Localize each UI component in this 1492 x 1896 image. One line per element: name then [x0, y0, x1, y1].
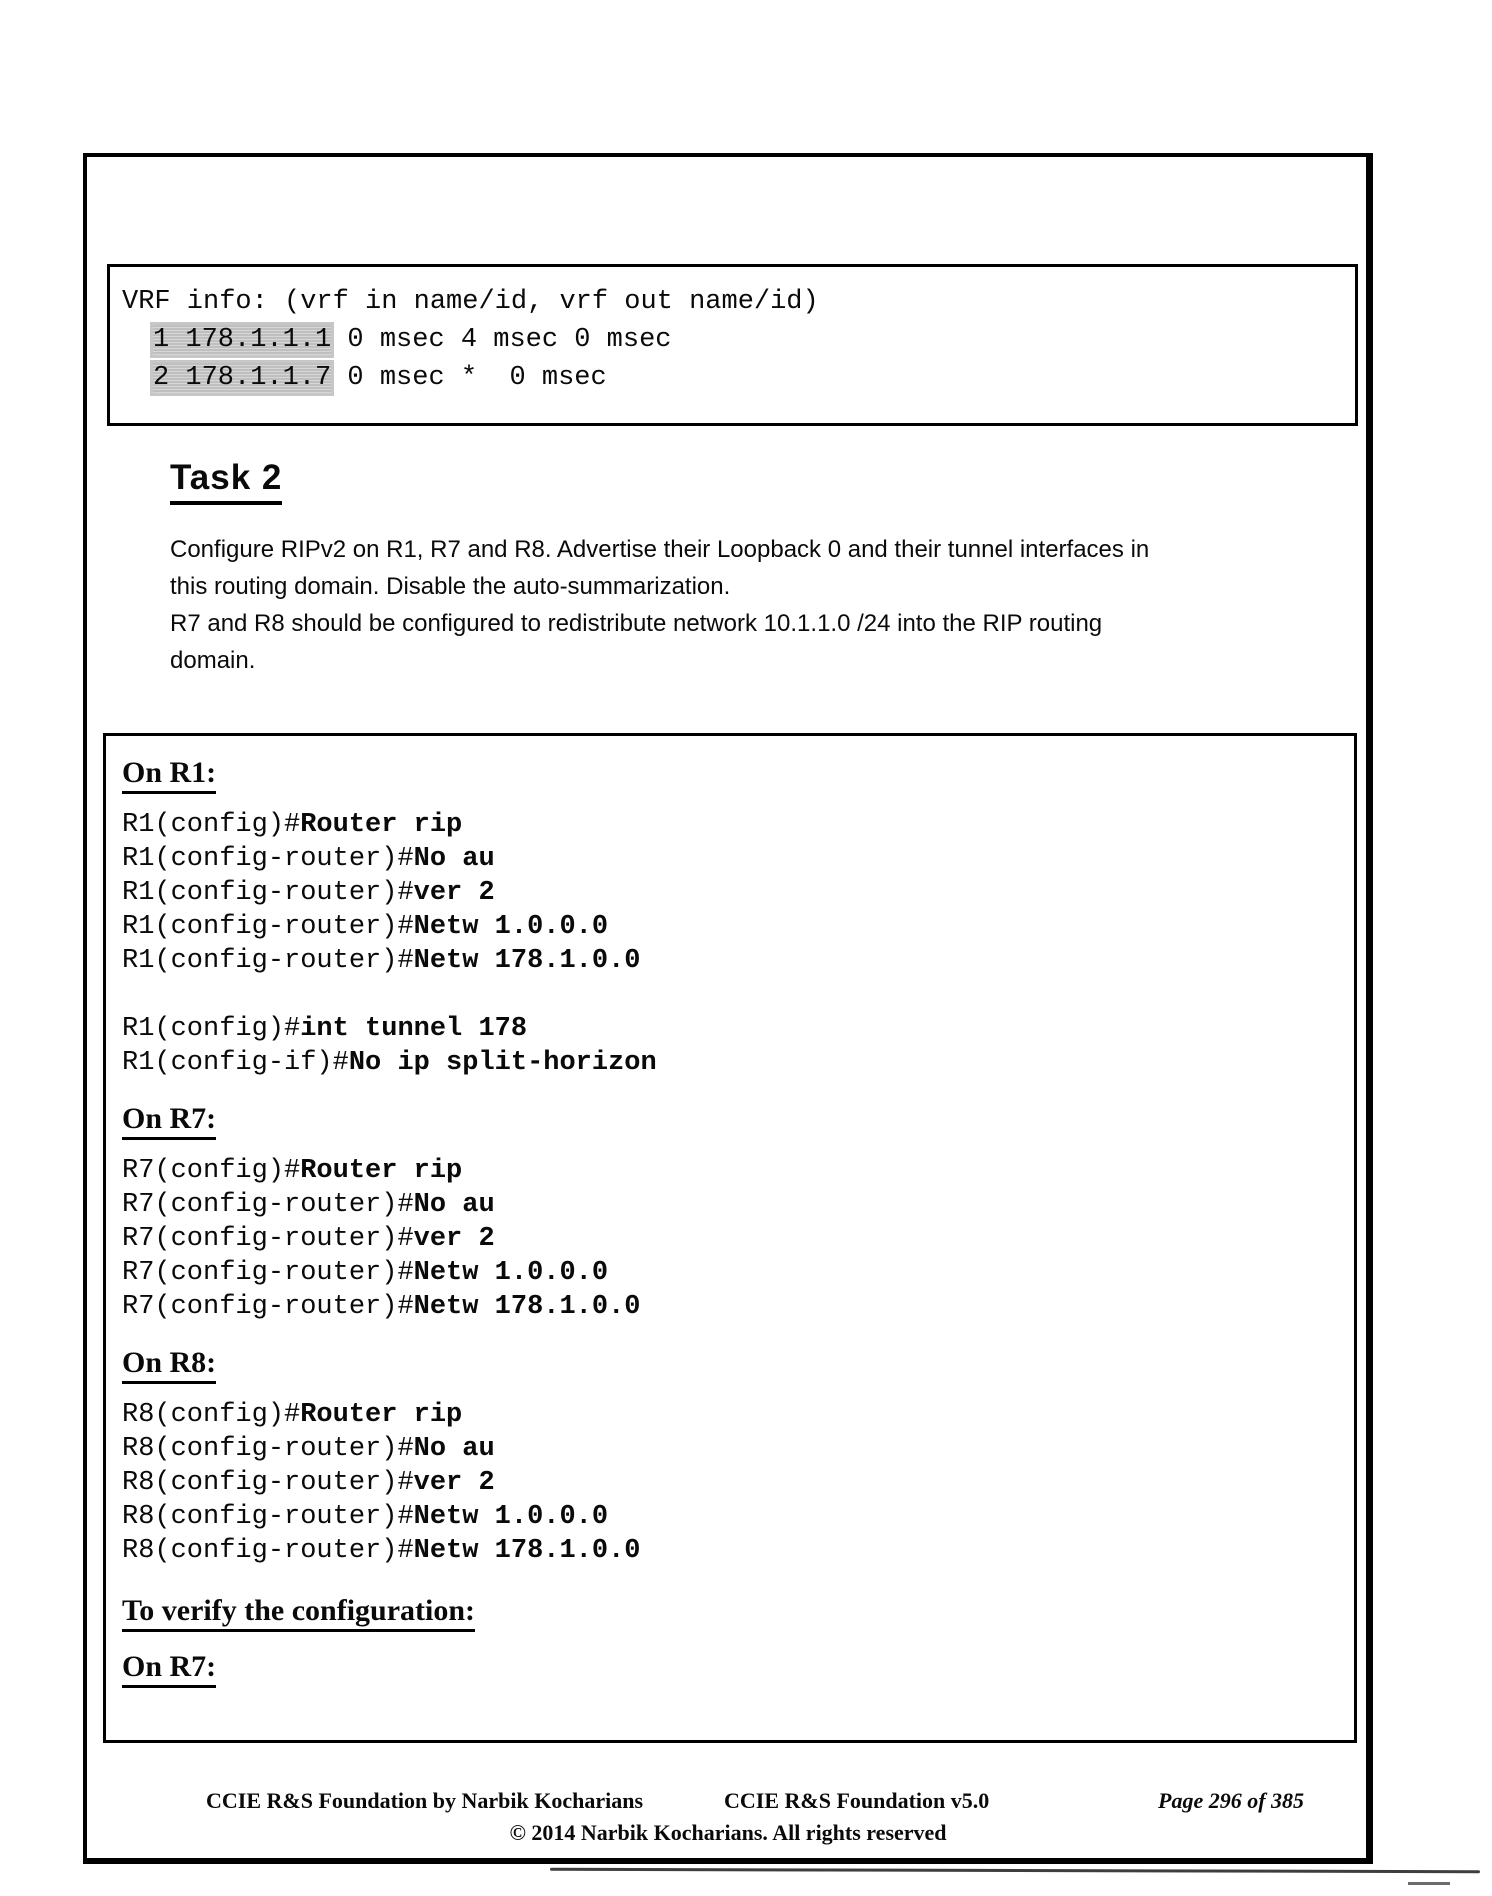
- hop-timing: 0 msec * 0 msec: [331, 363, 607, 393]
- task-description-line: Configure RIPv2 on R1, R7 and R8. Advertise their Loopback 0 and their tunnel interfaces in: [170, 536, 1150, 563]
- cli-command: int tunnel 178: [300, 1014, 528, 1044]
- task-section: [170, 458, 1310, 679]
- cli-prompt: R8(config)#: [122, 1400, 301, 1430]
- vrf-info-line: VRF info: (vrf in name/id, vrf out name/id): [122, 287, 819, 317]
- cli-prompt: R7(config)#: [122, 1156, 301, 1186]
- section-heading-on-r1: On R1:: [122, 754, 1354, 792]
- cli-line: [122, 808, 1354, 842]
- footer-left: CCIE R&S Foundation by Narbik Kocharians: [206, 1788, 644, 1813]
- task-description: [170, 531, 1310, 679]
- cli-line: [122, 1432, 1354, 1466]
- cli-command: ver 2: [413, 878, 495, 908]
- cli-prompt: R1(config-router)#: [122, 946, 414, 976]
- footer-copyright: © 2014 Narbik Kocharians. All rights reserved: [509, 1820, 947, 1845]
- footer-page-number: Page 296 of 385: [1158, 1788, 1305, 1813]
- hop-address-highlight: 1 178.1.1.1: [153, 325, 332, 355]
- cli-line: [122, 842, 1354, 876]
- cli-prompt: R8(config-router)#: [122, 1536, 414, 1566]
- scan-artifact-line: [550, 1868, 1480, 1873]
- trace-hop-line: [122, 359, 1355, 397]
- traceroute-output-box: [107, 264, 1358, 426]
- cli-command: ver 2: [413, 1468, 495, 1498]
- cli-line: [122, 910, 1354, 944]
- cli-command: Router rip: [300, 1156, 463, 1186]
- cli-command: No au: [413, 1190, 495, 1220]
- cli-command: No au: [413, 844, 495, 874]
- cli-prompt: R8(config-router)#: [122, 1468, 414, 1498]
- cli-command: Router rip: [300, 810, 463, 840]
- hop-timing: 0 msec 4 msec 0 msec: [331, 325, 672, 355]
- cli-prompt: R1(config)#: [122, 810, 301, 840]
- cli-line: [122, 876, 1354, 910]
- footer-version: CCIE R&S Foundation v5.0: [724, 1788, 990, 1813]
- cli-command: Netw 178.1.0.0: [413, 1292, 641, 1322]
- cli-line: [122, 1466, 1354, 1500]
- cli-prompt: R1(config-router)#: [122, 844, 414, 874]
- scan-artifact-dash: [1408, 1882, 1450, 1885]
- cli-command: Netw 178.1.0.0: [413, 1536, 641, 1566]
- cli-command: Netw 178.1.0.0: [413, 946, 641, 976]
- cli-line: [122, 1222, 1354, 1256]
- cli-line: [122, 944, 1354, 978]
- cli-prompt: R7(config-router)#: [122, 1224, 414, 1254]
- cli-command: Netw 1.0.0.0: [413, 912, 609, 942]
- cli-prompt: R1(config-router)#: [122, 878, 414, 908]
- hop-address-highlight: 2 178.1.1.7: [153, 363, 332, 393]
- task-description-line: this routing domain. Disable the auto-summarization.: [170, 573, 731, 600]
- cli-prompt: R1(config)#: [122, 1014, 301, 1044]
- trace-hop-line: [122, 321, 1355, 359]
- task-description-line: R7 and R8 should be configured to redistribute network 10.1.1.0 /24 into the RIP routing: [170, 610, 1103, 637]
- cli-command: No ip split-horizon: [348, 1048, 657, 1078]
- cli-command: Router rip: [300, 1400, 463, 1430]
- cli-line: [122, 1534, 1354, 1568]
- section-heading-on-r7: On R7:: [122, 1100, 1354, 1138]
- cli-prompt: R7(config-router)#: [122, 1190, 414, 1220]
- cli-command: Netw 1.0.0.0: [413, 1502, 609, 1532]
- cli-prompt: R7(config-router)#: [122, 1258, 414, 1288]
- cli-prompt: R7(config-router)#: [122, 1292, 414, 1322]
- task-description-line: domain.: [170, 647, 256, 674]
- cli-line: [122, 1500, 1354, 1534]
- task-heading: Task 2: [170, 458, 282, 505]
- cli-line: [122, 1290, 1354, 1324]
- cli-line: [122, 1188, 1354, 1222]
- cli-prompt: R1(config-router)#: [122, 912, 414, 942]
- section-heading-on-r8: On R8:: [122, 1344, 1354, 1382]
- cli-line: [122, 1398, 1354, 1432]
- cli-line: [122, 1012, 1354, 1046]
- cli-line: [122, 1046, 1354, 1080]
- cli-command: Netw 1.0.0.0: [413, 1258, 609, 1288]
- config-box: [103, 733, 1357, 1743]
- cli-line: [122, 1256, 1354, 1290]
- section-heading-on-r7-verify: On R7:: [122, 1648, 1354, 1686]
- cli-line: [122, 1154, 1354, 1188]
- section-heading-verify: To verify the configuration:: [122, 1592, 1354, 1630]
- cli-command: No au: [413, 1434, 495, 1464]
- cli-command: ver 2: [413, 1224, 495, 1254]
- cli-prompt: R8(config-router)#: [122, 1502, 414, 1532]
- cli-prompt: R8(config-router)#: [122, 1434, 414, 1464]
- cli-prompt: R1(config-if)#: [122, 1048, 349, 1078]
- blank-line: [122, 978, 1354, 1012]
